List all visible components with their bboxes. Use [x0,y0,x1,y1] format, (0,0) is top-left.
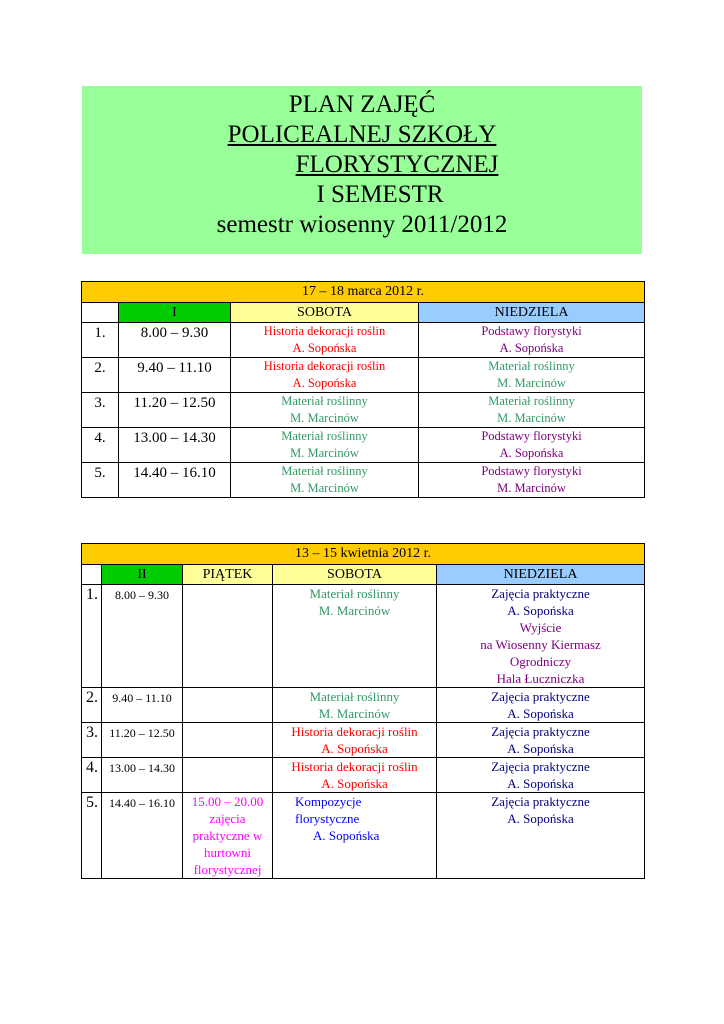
note-line: Hala Łuczniczka [496,671,585,686]
saturday-class [273,793,437,879]
friday-class [183,585,273,688]
teacher: M. Marcinów [318,603,391,618]
subject: Podstawy florystyki [481,429,582,443]
time-slot: 14.40 – 16.10 [119,463,231,498]
subject: Materiał roślinny [309,689,400,704]
note-line: hurtowni [204,845,251,860]
teacher: A. Sopońska [499,446,564,460]
teacher: A. Sopońska [499,341,564,355]
row-number: 2. [82,358,119,393]
row-number: 5. [82,793,102,879]
saturday-class [231,358,419,393]
subject: Zajęcia praktyczne [491,586,590,601]
sunday-class [437,793,645,879]
friday-header: PIĄTEK [183,565,273,585]
semester-number: II [102,565,183,585]
sunday-class [419,358,645,393]
date-header: 13 – 15 kwietnia 2012 r. [82,544,645,565]
sunday-class [419,323,645,358]
semester-number: I [119,303,231,323]
row-number: 4. [82,428,119,463]
subject: Historia dekoracji roślin [263,359,386,373]
teacher: A. Sopońska [507,811,574,826]
row-number: 3. [82,393,119,428]
subject: Zajęcia praktyczne [491,794,590,809]
table-row [82,793,645,879]
sunday-header: NIEDZIELA [419,303,645,323]
subject: Zajęcia praktyczne [491,759,590,774]
note-line: praktyczne w [192,828,263,843]
sunday-class [437,585,645,688]
subject: Podstawy florystyki [481,324,582,338]
teacher: A. Sopońska [507,776,574,791]
time-slot: 14.40 – 16.10 [102,793,183,879]
schedule-table-2 [81,543,645,879]
row-number: 5. [82,463,119,498]
title-line-3: FLORYSTYCZNEJ [295,151,499,178]
sunday-header: NIEDZIELA [437,565,645,585]
saturday-class [231,463,419,498]
table-row [82,358,645,393]
teacher: A. Sopońska [292,341,357,355]
schedule-table-1 [81,281,645,498]
time-slot: 13.00 – 14.30 [102,758,183,793]
title-line-1: PLAN ZAJĘĆ [288,91,436,118]
table-row [82,723,645,758]
time-slot: 9.40 – 11.10 [102,688,183,723]
sunday-class [437,723,645,758]
teacher: A. Sopońska [292,376,357,390]
table-row [82,758,645,793]
note-line: na Wiosenny Kiermasz [480,637,601,652]
subject: Kompozycje [295,794,362,809]
subject: Materiał roślinny [309,586,400,601]
note-line: Ogrodniczy [509,654,572,669]
subject: Materiał roślinny [281,394,368,408]
teacher: A. Sopońska [321,741,388,756]
sunday-class [419,428,645,463]
sunday-class [437,688,645,723]
teacher: A. Sopońska [507,706,574,721]
row-number: 3. [82,723,102,758]
table-row [82,463,645,498]
note-line: 15.00 – 20.00 [191,794,264,809]
subject: Historia dekoracji roślin [263,324,386,338]
friday-class [183,688,273,723]
subject: Zajęcia praktyczne [491,724,590,739]
table-row [82,585,645,688]
teacher: A. Sopońska [313,828,380,843]
time-slot: 13.00 – 14.30 [119,428,231,463]
teacher: M. Marcinów [290,446,359,460]
subject: Materiał roślinny [488,359,575,373]
sunday-class [437,758,645,793]
time-slot: 9.40 – 11.10 [119,358,231,393]
teacher: A. Sopońska [507,603,574,618]
row-number: 2. [82,688,102,723]
subject: Historia dekoracji roślin [291,759,418,774]
time-slot: 8.00 – 9.30 [102,585,183,688]
subject: Materiał roślinny [488,394,575,408]
subject: Historia dekoracji roślin [291,724,418,739]
teacher: M. Marcinów [497,481,566,495]
table-row [82,323,645,358]
row-number: 4. [82,758,102,793]
time-slot: 11.20 – 12.50 [119,393,231,428]
empty-header-cell [82,565,102,585]
time-slot: 8.00 – 9.30 [119,323,231,358]
date-header: 17 – 18 marca 2012 r. [82,282,645,303]
title-line-5: semestr wiosenny 2011/2012 [216,211,508,238]
empty-header-cell [82,303,119,323]
row-number: 1. [82,585,102,688]
note-line: Wyjście [519,620,562,635]
sunday-class [419,393,645,428]
subject: Materiał roślinny [281,464,368,478]
teacher: M. Marcinów [290,481,359,495]
saturday-class [273,585,437,688]
saturday-header: SOBOTA [273,565,437,585]
subject: Zajęcia praktyczne [491,689,590,704]
saturday-header: SOBOTA [231,303,419,323]
saturday-class [231,323,419,358]
friday-class [183,793,273,879]
table-row [82,688,645,723]
sunday-class [419,463,645,498]
teacher: M. Marcinów [497,411,566,425]
title-line-2: POLICEALNEJ SZKOŁY [227,121,497,148]
title-line-4: I SEMESTR [316,181,444,208]
title-box [82,86,642,254]
subject: Podstawy florystyki [481,464,582,478]
saturday-class [273,688,437,723]
teacher: A. Sopońska [321,776,388,791]
teacher: A. Sopońska [507,741,574,756]
teacher: M. Marcinów [290,411,359,425]
note-line: zajęcia [209,811,246,826]
subject: Materiał roślinny [281,429,368,443]
time-slot: 11.20 – 12.50 [102,723,183,758]
subject: florystyczne [295,811,360,826]
note-line: florystycznej [193,862,262,877]
saturday-class [273,758,437,793]
table-row [82,393,645,428]
row-number: 1. [82,323,119,358]
teacher: M. Marcinów [497,376,566,390]
saturday-class [231,393,419,428]
saturday-class [231,428,419,463]
friday-class [183,758,273,793]
saturday-class [273,723,437,758]
friday-class [183,723,273,758]
teacher: M. Marcinów [318,706,391,721]
table-row [82,428,645,463]
